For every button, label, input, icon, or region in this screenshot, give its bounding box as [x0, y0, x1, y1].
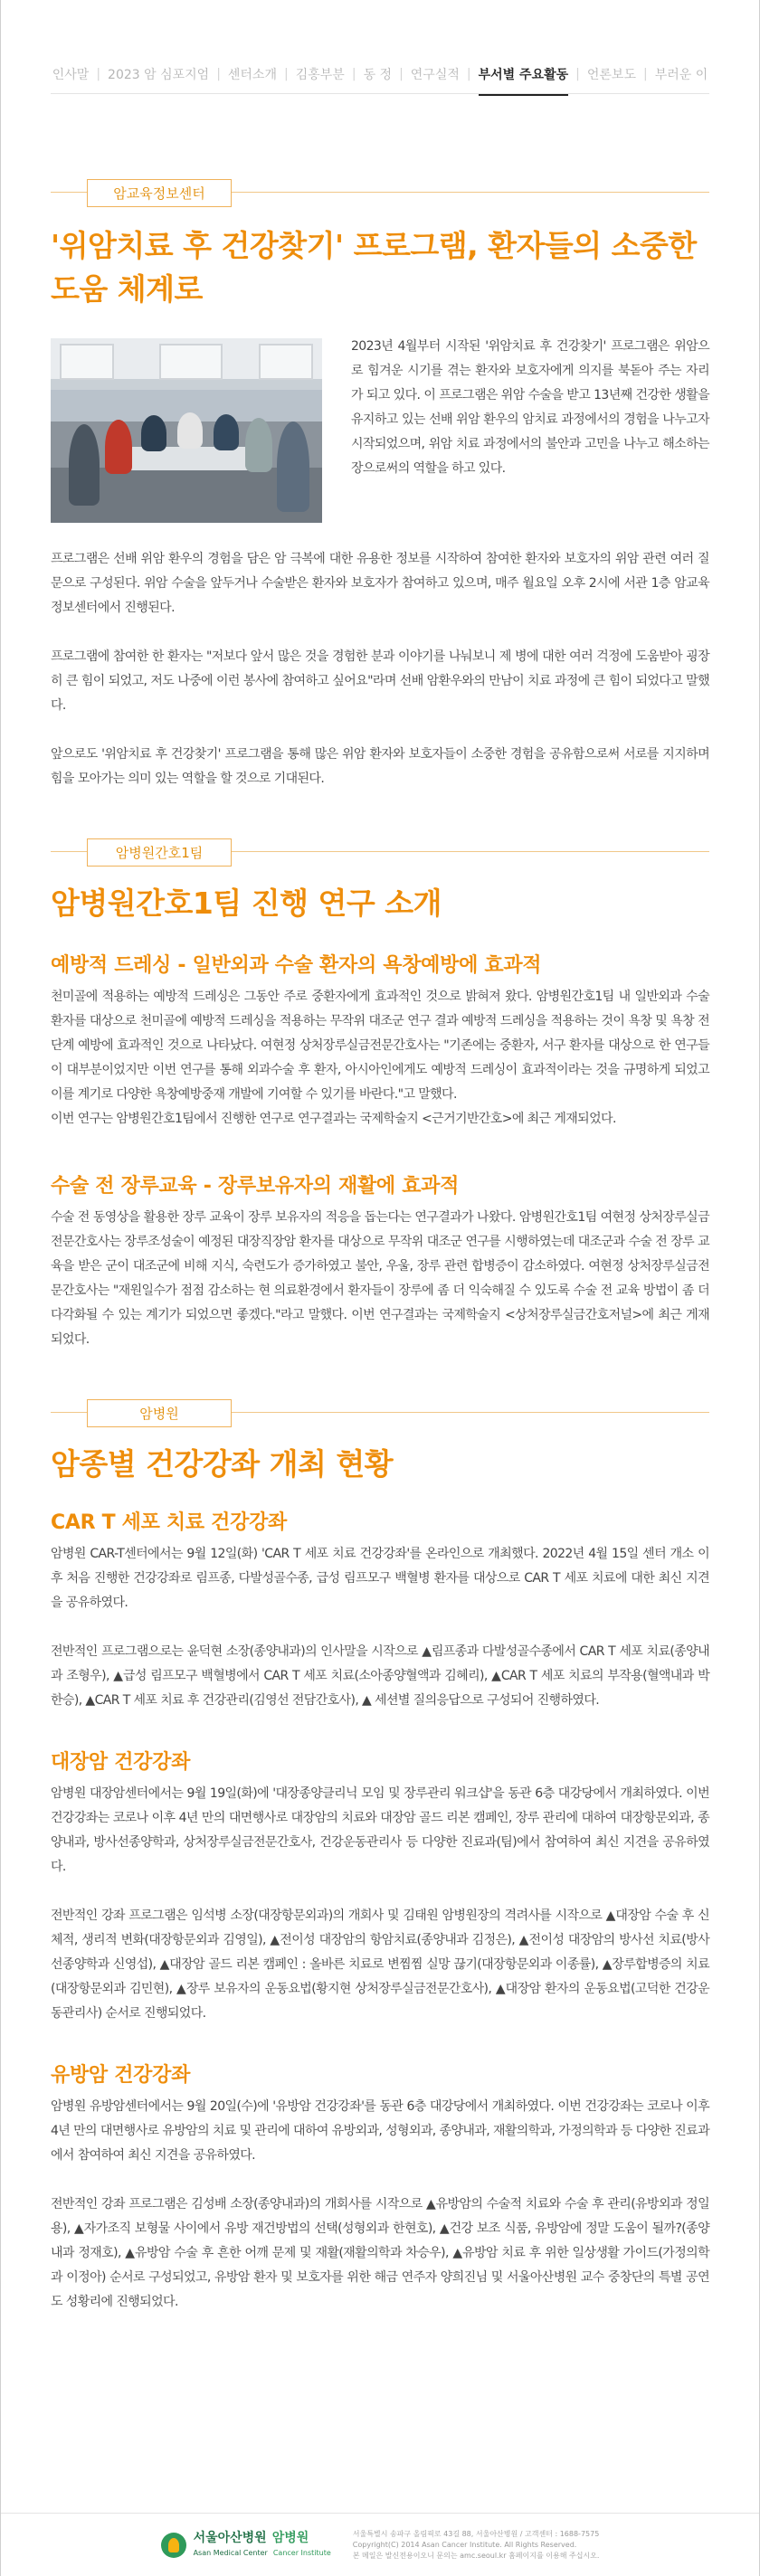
nav-item-research[interactable]: 연구실적	[410, 67, 460, 82]
nav-item-more[interactable]: 부러운 이	[654, 67, 708, 82]
footer	[1, 2513, 759, 2576]
nav-item-center-intro[interactable]: 센터소개	[227, 67, 278, 82]
paragraph: 앞으로도 '위암치료 후 건강찾기' 프로그램을 통해 많은 위암 환자와 보호자들이 소중한 경험을 공유함으로써 서로를 지지하며 힘을 모아가는 의미 있는 역할을 할 것으로 기대된다.	[51, 747, 709, 786]
nav-item-news[interactable]: 동 정	[363, 67, 393, 82]
subheading: 유방암 건강강좌	[51, 2064, 191, 2087]
logo-name-ko: 서울아산병원	[193, 2530, 267, 2545]
section-nursing-team	[1, 838, 759, 1352]
section-tag: 암병원간호1팀	[87, 838, 232, 867]
nav-item-department[interactable]: 김홍부분	[295, 67, 345, 82]
nav-item-greeting[interactable]: 인사말	[52, 67, 90, 82]
paragraph: 수술 전 동영상을 활용한 장루 교육이 장루 보유자의 적응을 돕는다는 연구결과가 나왔다. 암병원간호1팀 여현정 상처장루실금전문간호사는 장루조성술이 예정된 대장직장암 환자를 대상으로 무작위 대조군 연구를 시행하였는데 대조군과 수술 전 장루 교육을 받은 군이 대조군에 비해 지식, 숙련도가 증가하였고 불안, 우울, 장루 관련 합병증이 감소하였다. 여현정 상처장루실금전문간호사는 "재원일수가 점점 감소하는 현 의료환경에서 환자들이 장루에 좀 더 익숙해질 수 있도록 수술 전 교육 방법이 좀 더 다각화될 수 있는 계기가 되었으면 좋겠다."라고 말했다. 이번 연구결과는 국제학술지 <상처장루실금간호저널>에 최근 게재되었다.	[51, 1210, 709, 1347]
section-title: '위암치료 후 건강찾기' 프로그램, 환자들의 소중한 도움 체계로	[51, 228, 697, 307]
logo-sub-ko: 암병원	[271, 2530, 309, 2545]
hospital-logo[interactable]	[161, 2531, 331, 2560]
paragraph: 프로그램에 참여한 한 환자는 "저보다 앞서 많은 것을 경험한 분과 이야기를 나눠보니 제 병에 대한 여러 걱정에 도움받아 굉장히 큰 힘이 되었고, 저도 나중에 이런 봉사에 참여하고 싶어요"라며 선배 암환우와의 만남이 치료 과정에 큰 힘이 되었다고 말했다.	[51, 649, 709, 713]
section-health-lectures	[1, 1399, 759, 2315]
section-cancer-education	[1, 179, 759, 791]
intro-paragraph: 2023년 4월부터 시작된 '위암치료 후 건강찾기' 프로그램은 위암으로 힘겨운 시기를 겪는 환자와 보호자에게 의지를 북돋아 주는 자리가 되고 있다. 이 프로그램은 위암 수술을 받고 13년째 건강한 생활을 유지하고 있는 선배 위암 환우의 암치료 과정에서의 경험을 나누고자 시작되었으며, 위암 치료 과정에서의 불안과 고민을 나누고 해소하는 장으로써의 역할을 하고 있다.	[351, 339, 709, 476]
nav-item-press[interactable]: 언론보도	[586, 67, 636, 82]
paragraph: 전반적인 강좌 프로그램은 김성배 소장(종양내과)의 개회사를 시작으로 ▲유방암의 수술적 치료와 수술 후 관리(유방외과 정일용), ▲자가조직 보형물 사이에서 유방 재건방법의 선택(성형외과 한현호), ▲건강 보조 식품, 유방암에 정말 도움이 될까?(종양내과 정재호), ▲유방암 수술 후 흔한 어깨 문제 및 재활(재활의학과 차승우), ▲유방암 치료 후 위한 일상생활 가이드(가정의학과 이정아) 순서로 구성되었고, 유방암 환자 및 보호자를 위한 해금 연주자 양희진님 및 서울아산병원 교수 중창단의 특별 공연도 성황리에 진행되었다.	[51, 2197, 709, 2309]
nav-item-symposium[interactable]: 2023 암 심포지엄	[108, 67, 210, 82]
section-title: 암병원간호1팀 진행 연구 소개	[51, 886, 442, 921]
subheading: CAR T 세포 치료 건강강좌	[51, 1511, 287, 1534]
section-tag: 암병원	[87, 1399, 232, 1427]
paragraph: 암병원 CAR-T센터에서는 9월 12일(화) 'CAR T 세포 치료 건강강좌'를 온라인으로 개최했다. 2022년 4월 15일 센터 개소 이후 처음 진행한 건강강좌로 림프종, 다발성골수종, 급성 림프모구 백혈병 환자를 대상으로 CAR T 세포 치료에 대한 최신 지견을 공유하였다.	[51, 1547, 709, 1610]
section-tag: 암교육정보센터	[87, 179, 232, 207]
paragraph: 전반적인 프로그램으로는 윤덕현 소장(종양내과)의 인사말을 시작으로 ▲림프종과 다발성골수종에서 CAR T 세포 치료(종양내과 조형우), ▲급성 림프모구 백혈병에서 CAR T 세포 치료(소아종양혈액과 김혜리), ▲CAR T 세포 치료의 부작용(혈액내과 박한승), ▲CAR T 세포 치료 후 건강관리(김영선 전담간호사), ▲ 세션별 질의응답으로 구성되어 진행하였다.	[51, 1644, 709, 1708]
footer-info: 서울특별시 송파구 올림픽로 43길 88, 서울아산병원 / 고객센터 : 1688-7575 Copyright(C) 2014 Asan Cancer Institute. All Rights Reserved. 본 메일은 발신전용이오니 문의는 amc.seoul.kr 홈페이지를 이용해 주십시오.	[352, 2529, 600, 2560]
nav-item-dept-activities[interactable]: 부서별 주요활동	[479, 65, 569, 96]
paragraph: 전반적인 강좌 프로그램은 임석병 소장(대장항문외과)의 개회사 및 김태원 암병원장의 격려사를 시작으로 ▲대장암 수술 후 신체적, 생리적 변화(대장항문외과 김영일), ▲전이성 대장암의 항암치료(종양내과 김정은), ▲전이성 대장암의 방사선 치료(방사선종양학과 신영섭), ▲대장암 골드 리본 캠페인 : 올바른 치료로 변찜찜 실망 끊기(대장항문외과 이종률), ▲장루합병증의 치료(대장항문외과 김민현), ▲장루 보유자의 운동요법(황지현 상처장루실금전문간호사), ▲대장암 환자의 운동요법(고덕한 건강운동관리사) 순서로 진행되었다.	[51, 1908, 709, 2021]
subheading: 대장암 건강강좌	[51, 1751, 191, 1774]
paragraph: 천미골에 적용하는 예방적 드레싱은 그동안 주로 중환자에게 효과적인 것으로 밝혀져 왔다. 암병원간호1팀 내 일반외과 수술 환자를 대상으로 천미골에 예방적 드레싱을 적용하는 무작위 대조군 연구 결과 예방적 드레싱을 적용하는 것이 욕창 및 욕창 전단계 예방에 효과적인 것으로 나타났다. 여현정 상처장루실금전문간호사는 "기존에는 중환자, 서구 환자를 대상으로 한 연구들이 대부분이었지만 이번 연구를 통해 외과수술 후 환자, 아시아인에게도 예방적 드레싱이 효과적이라는 것을 규명하게 되었고 이를 계기로 다양한 욕창예방중재 개발에 기여할 수 있기를 바란다."고 말했다.	[51, 990, 709, 1102]
logo-icon	[161, 2533, 186, 2558]
paragraph: 이번 연구는 암병원간호1팀에서 진행한 연구로 연구결과는 국제학술지 <근거기반간호>에 최근 게재되었다.	[51, 1112, 616, 1126]
logo-sub-en: Cancer Institute	[272, 2548, 331, 2557]
subheading: 수술 전 장루교육 - 장루보유자의 재활에 효과적	[51, 1175, 460, 1198]
paragraph: 암병원 대장암센터에서는 9월 19일(화)에 '대장종양클리닉 모임 및 장루관리 워크샵'을 동관 6층 대강당에서 개최하였다. 이번 건강강좌는 코로나 이후 4년 만의 대면행사로 대장암의 치료와 대장암 골드 리본 캠페인, 장루 관리에 대하여 대장항문외과, 종양내과, 방사선종양학과, 상처장루실금전문간호사, 건강운동관리사 등 다양한 진료과(팀)에서 참여하여 최신 지견을 공유하였다.	[51, 1786, 709, 1874]
paragraph: 암병원 유방암센터에서는 9월 20일(수)에 '유방암 건강강좌'를 동관 6층 대강당에서 개최하였다. 이번 건강강좌는 코로나 이후 4년 만의 대면행사로 유방암의 치료 및 관리에 대하여 유방외과, 성형외과, 종양내과, 재활의학과, 가정의학과 등 다양한 진료과에서 참여하여 최신 지견을 공유하였다.	[51, 2099, 709, 2163]
logo-name-en: Asan Medical Center	[193, 2548, 268, 2557]
section-title: 암종별 건강강좌 개최 현황	[51, 1446, 394, 1482]
paragraph: 프로그램은 선배 위암 환우의 경험을 담은 암 극복에 대한 유용한 정보를 시작하여 참여한 환자와 보호자의 위암 관련 여러 질문으로 구성된다. 위암 수술을 앞두거나 수술받은 환자와 보호자가 참여하고 있으며, 매주 월요일 오후 2시에 서관 1층 암교육정보센터에서 진행된다.	[51, 552, 709, 615]
program-photo	[51, 338, 322, 523]
top-nav: 인사말 | 2023 암 심포지엄 | 센터소개 | 김홍부분 | 동 정 | 연구실적 | 부서별 주요활동 | 언론보도 | 부러운 이	[51, 54, 709, 94]
subheading: 예방적 드레싱 - 일반외과 수술 환자의 욕창예방에 효과적	[51, 954, 542, 977]
